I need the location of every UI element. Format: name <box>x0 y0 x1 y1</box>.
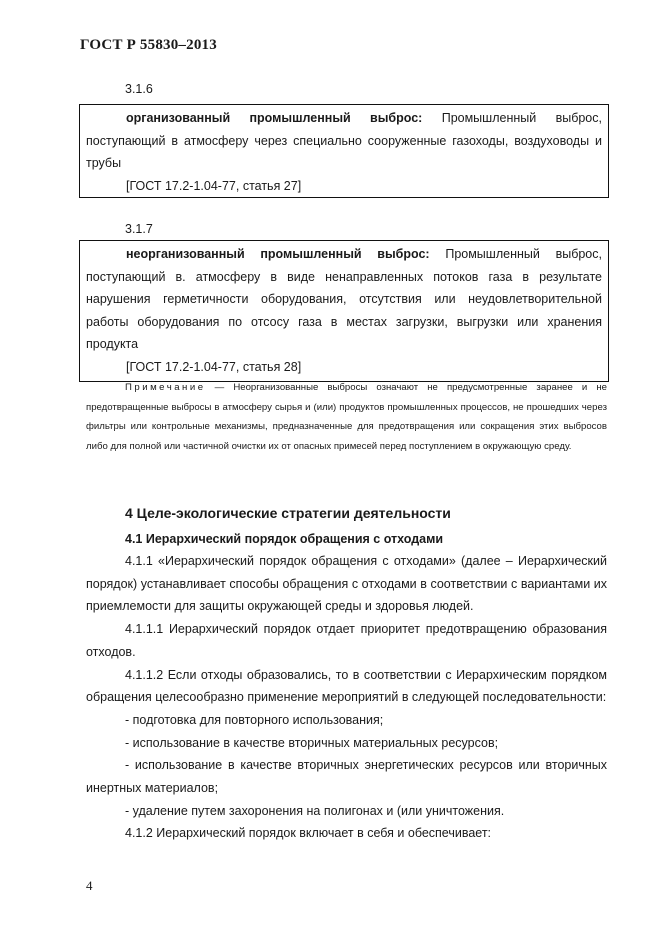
note-label: Примечание <box>125 382 206 393</box>
section-body <box>86 550 607 845</box>
list-item: - использование в качестве вторичных энергетических ресурсов или вторичных инертных материалов; <box>86 758 607 796</box>
term-name: организованный промышленный выброс: <box>126 111 423 125</box>
term-definition <box>86 107 602 175</box>
subsection-heading: 4.1 Иерархический порядок обращения с отходами <box>125 532 444 546</box>
section-heading: 4 Целе-экологические стратегии деятельности <box>125 505 451 521</box>
paragraph: 4.1.1.2 Если отходы образовались, то в соответствии с Иерархическим порядком обращения целесообразно применение мероприятий в следующей последовательности: <box>86 667 607 705</box>
list-item: - подготовка для повторного использования; <box>125 712 384 727</box>
note-text: — Неорганизованные выбросы означают не предусмотренные заранее и не предотвращенные выбросы в атмосферу сырья и (или) продуктов промышленных процессов, не прошедших через фильтры или контрольные механизмы, предназначенные для предотвращения или сокращения этих выбросов либо для полной или частичной очистки их от опасных примесей перед поступлением в окружающую среду. <box>86 382 607 452</box>
document-header: ГОСТ Р 55830–2013 <box>80 37 217 53</box>
term-source: [ГОСТ 17.2-1.04-77, статья 27] <box>126 178 302 193</box>
paragraph: 4.1.2 Иерархический порядок включает в себя и обеспечивает: <box>125 826 492 841</box>
term-name: неорганизованный промышленный выброс: <box>126 247 430 261</box>
term-number: 3.1.7 <box>125 222 153 236</box>
term-number: 3.1.6 <box>125 82 153 96</box>
paragraph: 4.1.1.1 Иерархический порядок отдает приоритет предотвращению образования отходов. <box>86 622 607 659</box>
term-box <box>79 240 609 382</box>
paragraph: 4.1.1 «Иерархический порядок обращения с отходами» (далее – Иерархический порядок) устанавливает способы обращения с отходами в соответствии с вариантами их приемлемости для защиты окружающей среды и здоровья людей. <box>86 554 607 614</box>
note <box>86 378 607 456</box>
term-text: Промышленный выброс, поступающий в атмосферу через специально сооруженные газоходы, воздуховоды и трубы <box>86 111 602 170</box>
term-text: Промышленный выброс, поступающий в. атмосферу в виде ненаправленных потоков газа в результате нарушения герметичности оборудования, отсутствия или неудовлетворительной работы оборудования по отсосу газа в местах загрузки, выгрузки или хранения продукта <box>86 247 602 351</box>
page-number: 4 <box>86 878 93 893</box>
list-item: - удаление путем захоронения на полигонах и (или уничтожения. <box>125 803 505 818</box>
term-source: [ГОСТ 17.2-1.04-77, статья 28] <box>126 359 302 374</box>
list-item: - использование в качестве вторичных материальных ресурсов; <box>125 735 499 750</box>
term-box <box>79 104 609 198</box>
term-definition <box>86 243 602 356</box>
